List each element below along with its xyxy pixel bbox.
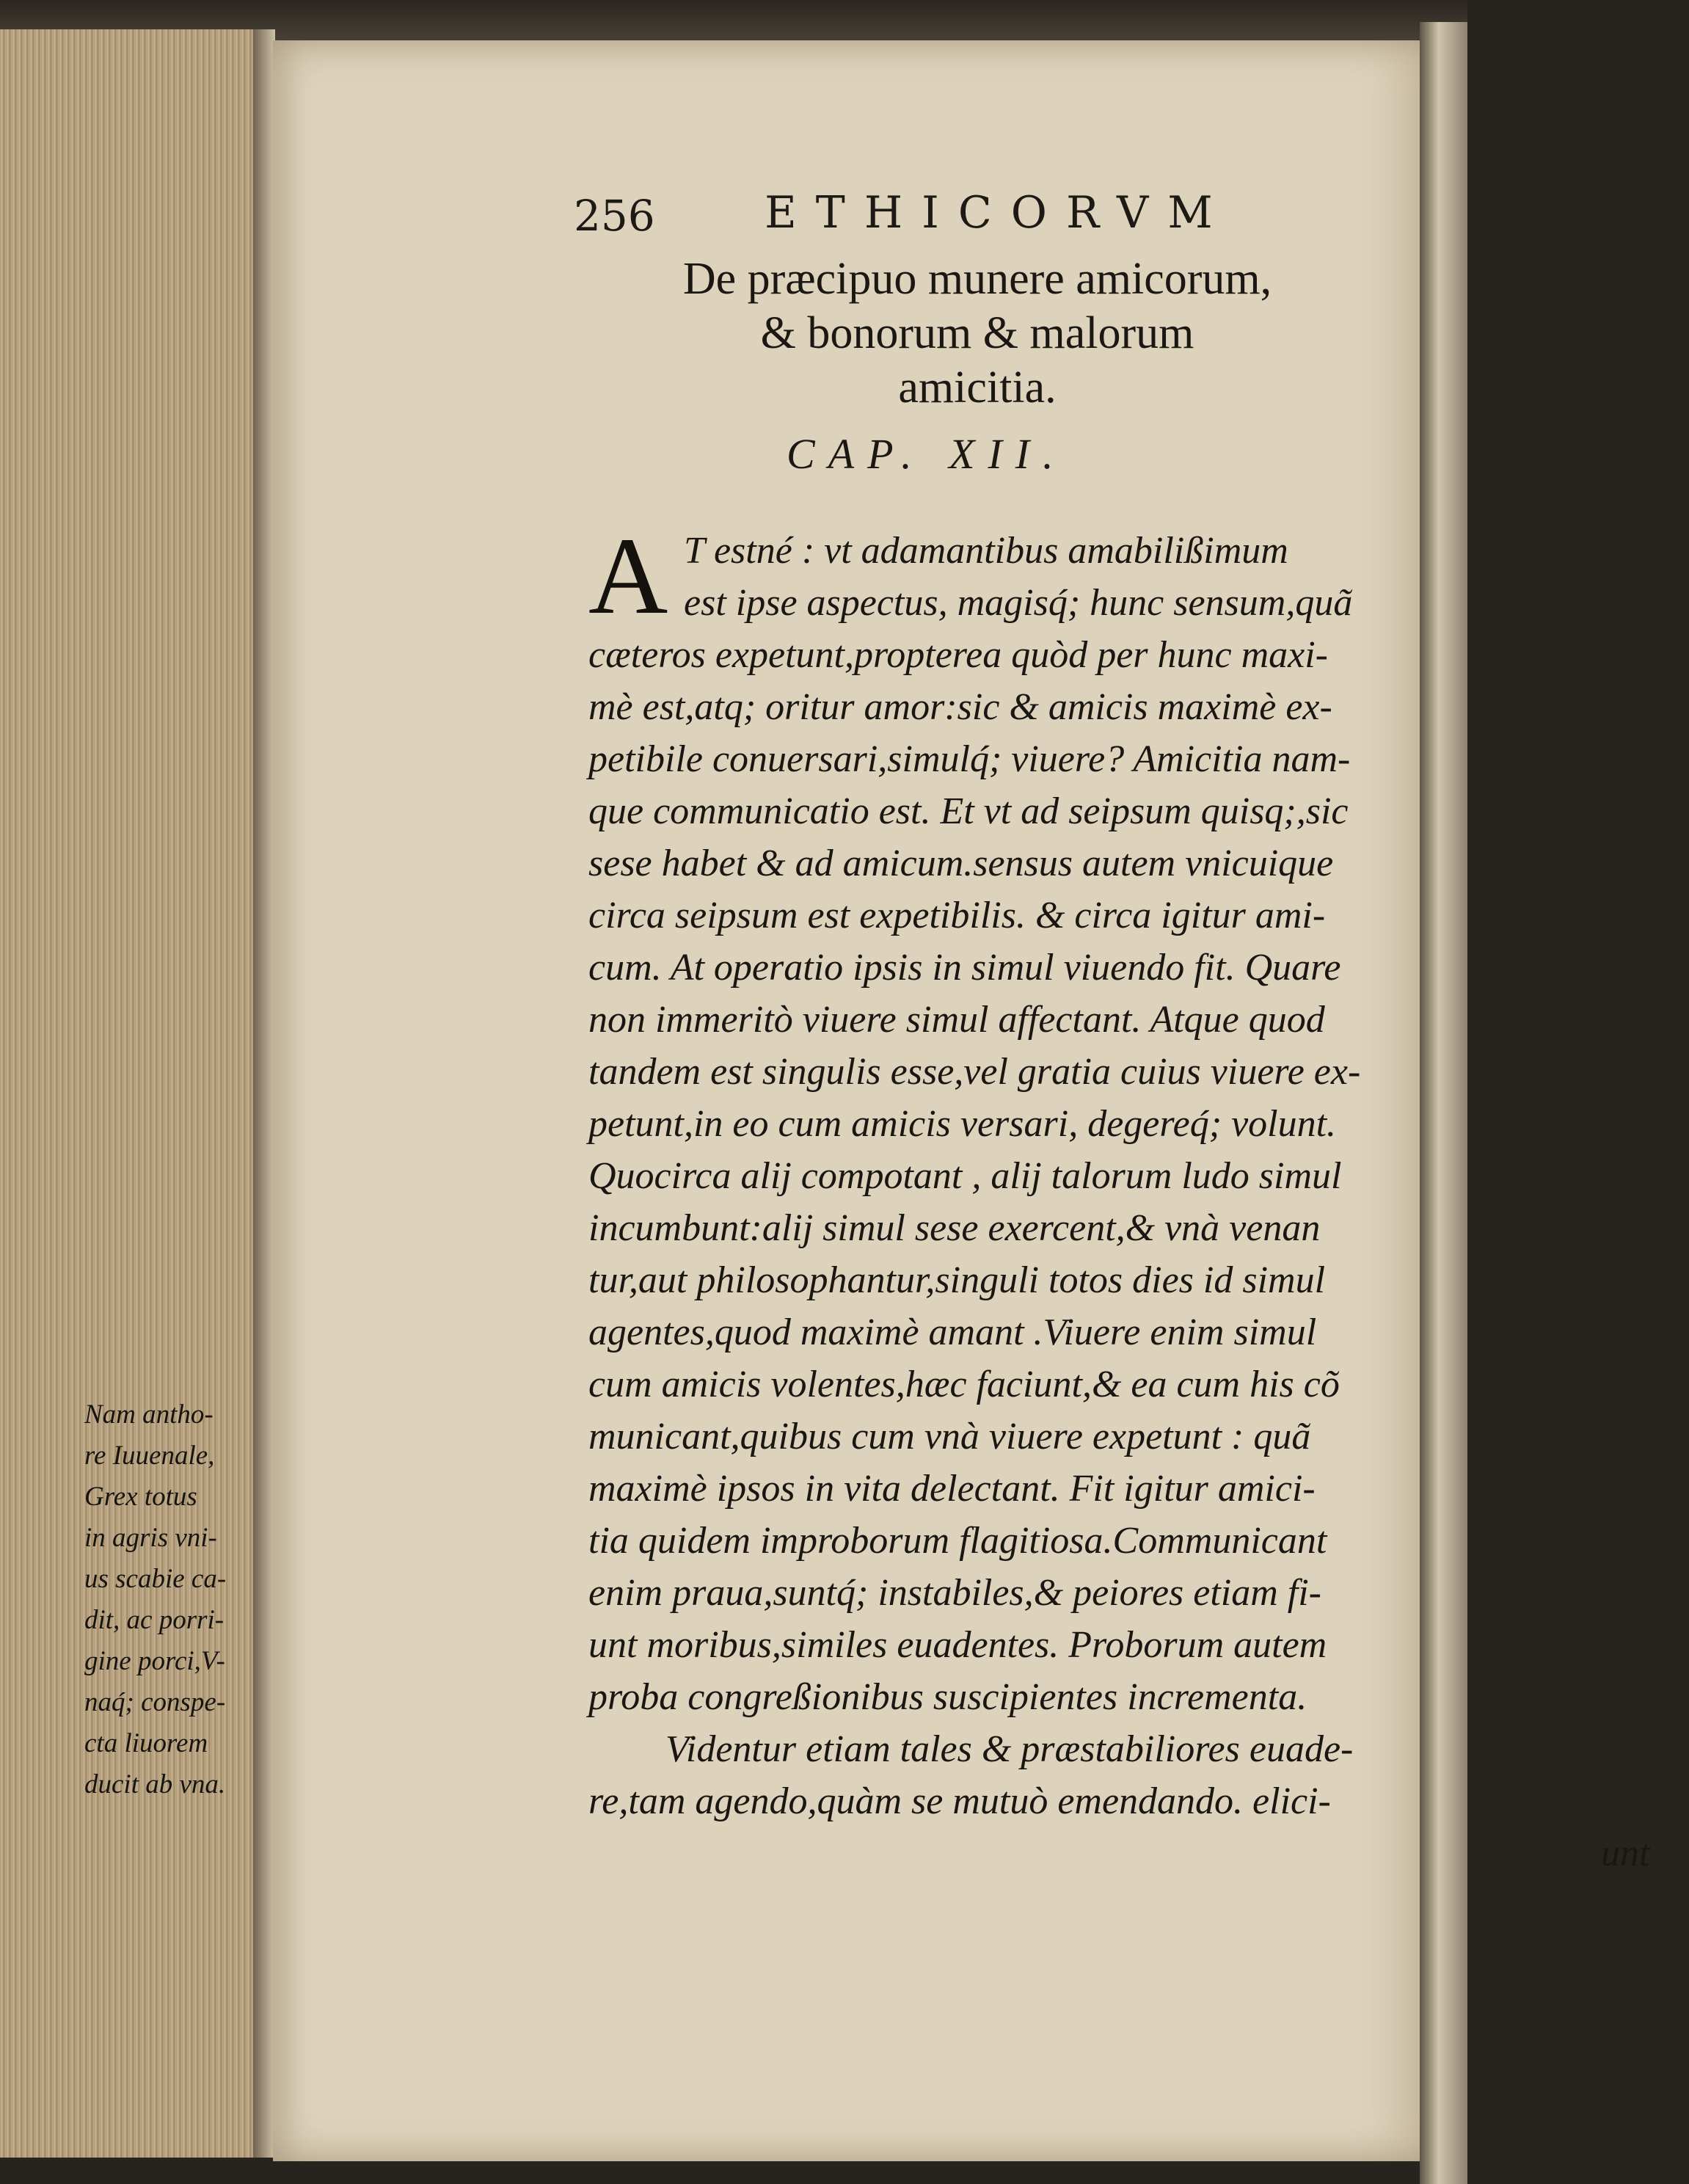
body-line: unt moribus,similes euadentes. Proborum autem — [588, 1624, 1327, 1666]
body-line: tia quidem improborum flagitiosa.Communicant — [588, 1520, 1327, 1562]
body-line: Quocirca alij compotant , alij talorum ludo simul — [588, 1155, 1342, 1197]
body-line: tandem est singulis esse,vel gratia cuius viuere ex- — [588, 1051, 1361, 1093]
body-line: T estné : vt adamantibus amabilißimum — [684, 530, 1288, 572]
marginal-note-line: naq́; conspe- — [84, 1687, 226, 1717]
catchword: unt — [1601, 1832, 1650, 1874]
facing-page-edge — [1420, 22, 1467, 2184]
chapter-number: CAP. XII. — [787, 430, 1067, 478]
body-line: re,tam agendo,quàm se mutuò emendando. elici- — [588, 1780, 1331, 1822]
running-head — [273, 183, 1425, 250]
page-gutter — [253, 29, 275, 2158]
body-line: tur,aut philosophantur,singuli totos dies id simul — [588, 1259, 1326, 1301]
marginal-note-line: re Iuuenale, — [84, 1441, 215, 1471]
body-line: est ipse aspectus, magisq́; hunc sensum,quã — [684, 582, 1353, 624]
body-line: non immeritò viuere simul affectant. Atque quod — [588, 999, 1325, 1041]
drop-cap-letter: A — [588, 515, 668, 637]
body-line: Videntur etiam tales & præstabiliores euade- — [665, 1728, 1354, 1770]
body-line: cum. At operatio ipsis in simul viuendo fit. Quare — [588, 947, 1341, 989]
book-page — [273, 40, 1650, 2161]
body-line: agentes,quod maximè amant .Viuere enim simul — [588, 1311, 1317, 1353]
body-line: cæteros expetunt,propterea quòd per hunc maxi- — [588, 634, 1328, 676]
marginal-note-line: dit, ac porri- — [84, 1605, 225, 1635]
body-line: maximè ipsos in vita delectant. Fit igitur amici- — [588, 1468, 1316, 1510]
body-line: incumbunt:alij simul sese exercent,& vnà venan — [588, 1207, 1321, 1249]
body-line: mè est,atq; oritur amor:sic & amicis maximè ex- — [588, 686, 1332, 728]
marginal-note-line: us scabie ca- — [84, 1564, 227, 1594]
body-line: circa seipsum est expetibilis. & circa igitur ami- — [588, 895, 1326, 936]
body-line: cum amicis volentes,hæc faciunt,& ea cum his cõ — [588, 1364, 1340, 1405]
body-line: sese habet & ad amicum.sensus autem vnicuique — [588, 842, 1334, 884]
chapter-title-line: De præcipuo munere amicorum, — [682, 254, 1272, 304]
chapter-title — [588, 252, 1366, 415]
body-line: enim praua,suntq́; instabiles,& peiores etiam fi- — [588, 1572, 1321, 1614]
body-line: petunt,in eo cum amicis versari, degereq́; volunt. — [588, 1103, 1337, 1145]
book-page-edges — [0, 29, 256, 2158]
marginal-note-line: ducit ab vna. — [84, 1769, 226, 1799]
chapter-title-line: amicitia. — [898, 363, 1057, 412]
running-title: ETHICORVM — [765, 187, 1232, 239]
body-text — [588, 515, 1689, 1879]
marginal-note — [84, 1394, 327, 1805]
marginal-note-line: gine porci,V- — [84, 1646, 225, 1676]
body-line: petibile conuersari,simulq́; viuere? Amicitia nam- — [588, 738, 1351, 780]
marginal-note-line: Nam antho- — [84, 1399, 214, 1430]
marginal-note-line: in agris vni- — [84, 1523, 217, 1553]
body-line: proba congreßionibus suscipientes incrementa. — [588, 1676, 1307, 1718]
chapter-title-line: & bonorum & malorum — [760, 308, 1194, 358]
body-line: municant,quibus cum vnà viuere expetunt : quã — [588, 1416, 1311, 1457]
body-line: que communicatio est. Et vt ad seipsum quisq;,sic — [588, 790, 1349, 832]
marginal-note-line: Grex totus — [84, 1482, 197, 1512]
marginal-note-line: cta liuorem — [84, 1728, 208, 1758]
page-number: 256 — [574, 191, 655, 241]
